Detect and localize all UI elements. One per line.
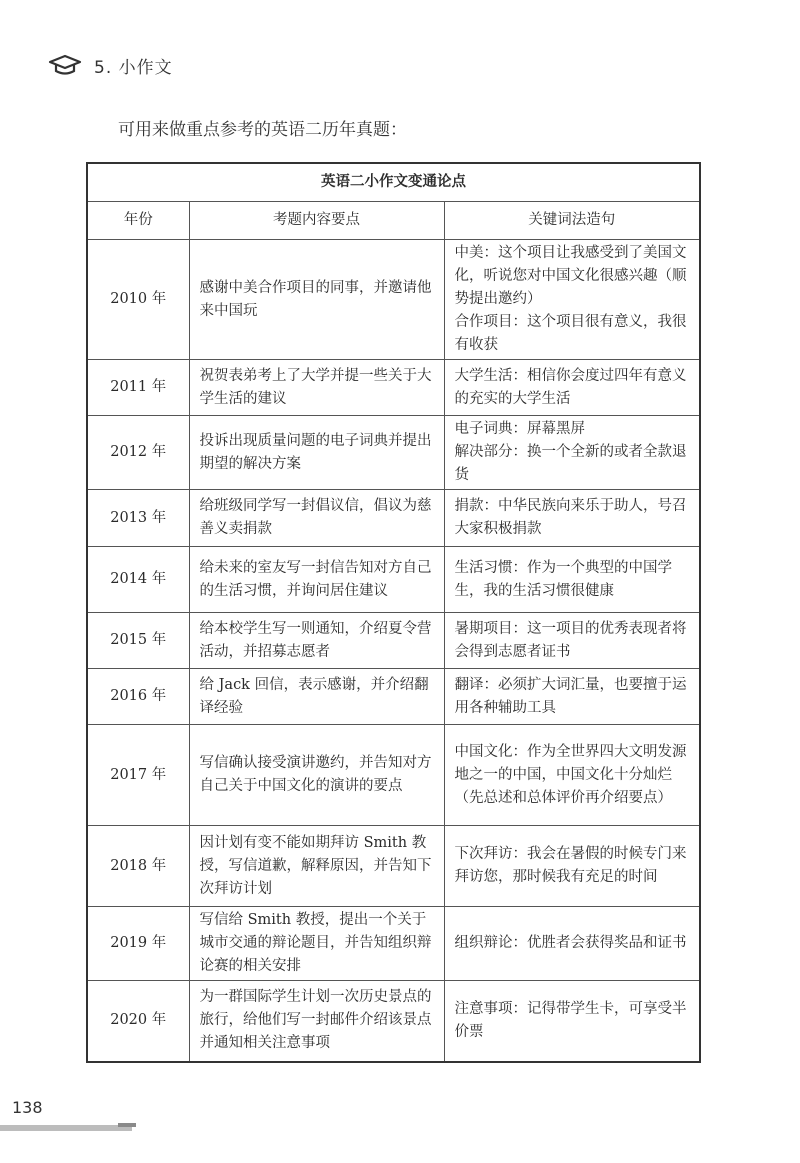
table-row (87, 907, 700, 981)
key-sentence-line: 注意事项：记得带学生卡，可享受半价票 (454, 1000, 687, 1040)
table-row (87, 416, 700, 490)
key-sentence-line: 下次拜访：我会在暑假的时候专门来拜访您，那时候我有充足的时间 (454, 846, 687, 885)
topic-point-cell: 祝贺表弟考上了大学并提一些关于大学生活的建议 (189, 360, 444, 416)
key-sentence-cell (444, 826, 700, 907)
year-cell: 2010 年 (87, 240, 189, 360)
year-cell: 2015 年 (87, 613, 189, 669)
table-row (87, 613, 700, 669)
table-row (87, 490, 700, 547)
year-cell: 2019 年 (87, 907, 189, 981)
topic-point-cell: 写信给 Smith 教授，提出一个关于城市交通的辩论题目，并告知组织辩论赛的相关安排 (189, 907, 444, 981)
year-cell: 2014 年 (87, 547, 189, 613)
table-caption: 英语二小作文变通论点 (87, 163, 700, 202)
table-row (87, 669, 700, 725)
key-sentence-cell (444, 490, 700, 547)
table-row (87, 826, 700, 907)
key-sentence-line: 电子词典：屏幕黑屏 (454, 421, 585, 437)
table-row (87, 981, 700, 1062)
key-sentence-cell (444, 240, 700, 360)
key-sentence-cell (444, 613, 700, 669)
key-sentence-line: 合作项目：这个项目很有意义，我很有收获 (454, 314, 687, 353)
key-sentence-line: 捐款：中华民族向来乐于助人，号召大家积极捐款 (454, 498, 687, 537)
key-sentence-line: 生活习惯：作为一个典型的中国学生，我的生活习惯很健康 (454, 559, 672, 599)
year-cell: 2017 年 (87, 725, 189, 826)
topic-point-cell: 投诉出现质量问题的电子词典并提出期望的解决方案 (189, 416, 444, 490)
table-row (87, 240, 700, 360)
year-cell: 2011 年 (87, 360, 189, 416)
key-sentence-cell (444, 416, 700, 490)
topic-point-cell: 因计划有变不能如期拜访 Smith 教授，写信道歉，解释原因，并告知下次拜访计划 (189, 826, 444, 907)
key-sentence-line: 翻译：必须扩大词汇量，也要擅于运用各种辅助工具 (454, 676, 687, 716)
topic-point-cell: 写信确认接受演讲邀约，并告知对方自己关于中国文化的演讲的要点 (189, 725, 444, 826)
section-title: 5. 小作文 (94, 57, 173, 78)
intro-text: 可用来做重点参考的英语二历年真题： (118, 120, 407, 140)
table-row (87, 725, 700, 826)
graduation-cap-icon (48, 54, 82, 76)
section-header (48, 50, 173, 80)
key-sentence-cell (444, 360, 700, 416)
key-sentence-cell (444, 669, 700, 725)
topic-point-cell: 给本校学生写一则通知，介绍夏令营活动，并招募志愿者 (189, 613, 444, 669)
table-body (87, 240, 700, 1062)
key-sentence-line: 暑期项目：这一项目的优秀表现者将会得到志愿者证书 (454, 620, 687, 660)
key-sentence-cell (444, 725, 700, 826)
key-sentence-line: 组织辩论：优胜者会获得奖品和证书 (454, 935, 687, 951)
year-cell: 2020 年 (87, 981, 189, 1062)
key-sentence-cell (444, 547, 700, 613)
year-cell: 2012 年 (87, 416, 189, 490)
key-sentence-line: 中国文化：作为全世界四大文明发源地之一的中国，中国文化十分灿烂（先总述和总体评价再介绍要点） (454, 743, 687, 806)
essay-topics-table (86, 162, 701, 1063)
topic-point-cell: 感谢中美合作项目的同事，并邀请他来中国玩 (189, 240, 444, 360)
key-sentence-line: 中美：这个项目让我感受到了美国文化，听说您对中国文化很感兴趣（顺势提出邀约） (454, 245, 687, 307)
table-row (87, 360, 700, 416)
column-header-year: 年份 (87, 202, 189, 240)
key-sentence-cell (444, 981, 700, 1062)
footer-bar (0, 1125, 132, 1131)
topic-point-cell: 为一群国际学生计划一次历史景点的旅行，给他们写一封邮件介绍该景点并通知相关注意事项 (189, 981, 444, 1062)
column-header-key: 关键词法造句 (444, 202, 700, 240)
key-sentence-line: 大学生活：相信你会度过四年有意义的充实的大学生活 (454, 367, 687, 407)
year-cell: 2013 年 (87, 490, 189, 547)
topic-point-cell: 给未来的室友写一封信告知对方自己的生活习惯，并询问居住建议 (189, 547, 444, 613)
column-header-point: 考题内容要点 (189, 202, 444, 240)
year-cell: 2018 年 (87, 826, 189, 907)
topic-point-cell: 给 Jack 回信，表示感谢，并介绍翻译经验 (189, 669, 444, 725)
topic-point-cell: 给班级同学写一封倡议信，倡议为慈善义卖捐款 (189, 490, 444, 547)
footer-bar-accent (118, 1123, 136, 1127)
key-sentence-line: 解决部分：换一个全新的或者全款退货 (454, 444, 687, 483)
table-row (87, 547, 700, 613)
year-cell: 2016 年 (87, 669, 189, 725)
page-number: 138 (12, 1098, 43, 1117)
key-sentence-cell (444, 907, 700, 981)
